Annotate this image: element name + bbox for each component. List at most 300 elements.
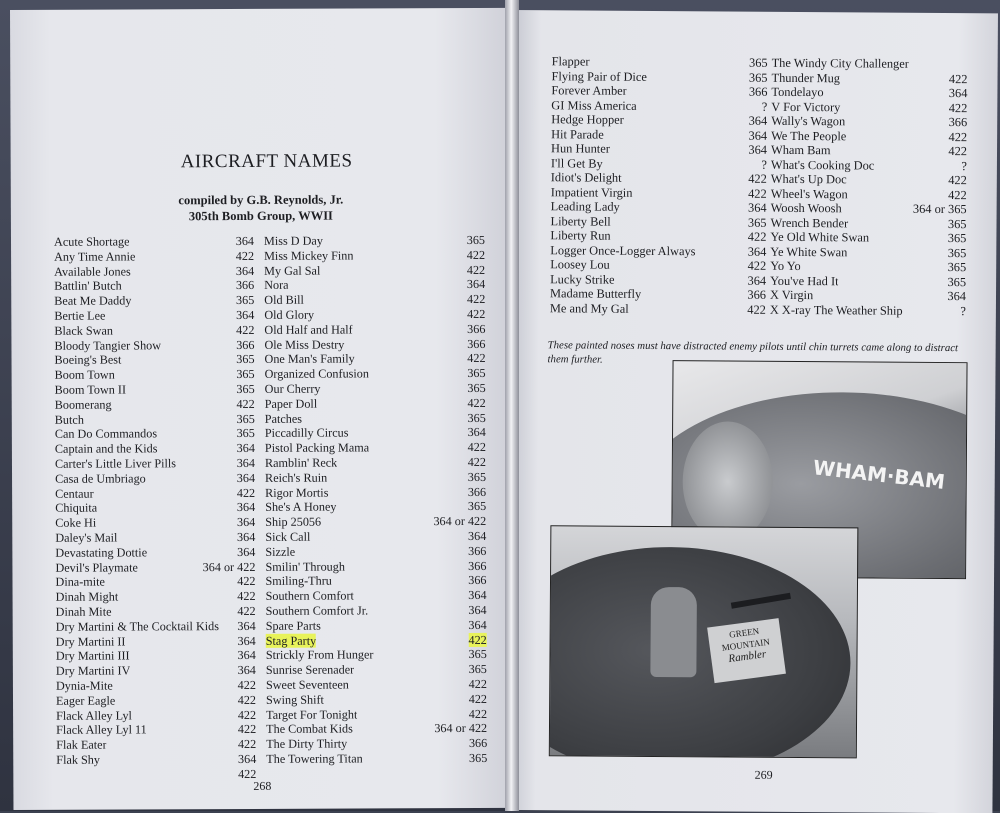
- squadron-number: 364: [237, 633, 255, 648]
- squadron-number: 365: [236, 411, 254, 426]
- squadron-number: 365: [467, 233, 485, 248]
- squadron-number: 366: [236, 278, 254, 293]
- squadron-number: 422: [468, 455, 486, 470]
- aircraft-name: The Windy City Challenger: [772, 56, 909, 71]
- aircraft-name: Boom Town: [55, 368, 115, 383]
- photo-caption: These painted noses must have distracted enemy pilots until chin turrets came along to distract them further.: [548, 338, 968, 369]
- aircraft-entry: [552, 54, 768, 70]
- aircraft-entry: [55, 411, 255, 427]
- squadron-number: 422: [238, 678, 256, 693]
- aircraft-entry: [55, 530, 255, 546]
- squadron-number: 364: [238, 663, 256, 678]
- aircraft-entry: [54, 264, 254, 280]
- squadron-number: 422: [748, 259, 767, 274]
- squadron-number: 422: [948, 130, 967, 145]
- squadron-number: 366: [468, 484, 486, 499]
- aircraft-name: Sweet Seventeen: [266, 677, 349, 692]
- aircraft-entry: [55, 426, 255, 442]
- squadron-number: 364 or 422: [203, 559, 256, 574]
- squadron-number: 364: [468, 618, 486, 633]
- squadron-number: 422: [469, 677, 487, 692]
- page-number-left: 268: [253, 779, 271, 794]
- aircraft-entry: [771, 114, 967, 130]
- squadron-number: 365: [948, 246, 967, 261]
- aircraft-name: Flying Pair of Dice: [551, 69, 646, 84]
- rambler-nose-photo: [549, 525, 859, 758]
- aircraft-name: Spare Parts: [266, 618, 321, 633]
- aircraft-entry: [771, 70, 967, 86]
- aircraft-name: Idiot's Delight: [551, 170, 622, 185]
- aircraft-name: She's A Honey: [265, 500, 336, 515]
- aircraft-entry: [771, 186, 967, 202]
- aircraft-entry: [264, 263, 485, 279]
- sign-text-rambler: Rambler: [711, 646, 784, 667]
- aircraft-entry: [551, 185, 767, 201]
- aircraft-name: Acute Shortage: [54, 234, 130, 249]
- squadron-number: 364: [236, 264, 254, 279]
- squadron-number: 365: [748, 215, 767, 230]
- squadron-number: 365: [948, 217, 967, 232]
- nose-art-text: WHAM·BAM: [812, 455, 946, 494]
- squadron-number: 364: [748, 143, 767, 158]
- aircraft-name: Miss D Day: [264, 234, 323, 249]
- aircraft-name: Dry Martini II: [56, 634, 126, 649]
- aircraft-entry: [771, 85, 967, 101]
- aircraft-name: Our Cherry: [265, 382, 321, 397]
- aircraft-name: Pistol Packing Mama: [265, 441, 369, 456]
- squadron-number: 366: [467, 337, 485, 352]
- squadron-number: 422: [237, 485, 255, 500]
- aircraft-entry: [55, 574, 255, 590]
- aircraft-entry: [265, 499, 486, 515]
- squadron-number: 364: [468, 529, 486, 544]
- aircraft-entry: [266, 706, 487, 722]
- squadron-number: 364: [748, 201, 767, 216]
- squadron-number: ?: [761, 157, 767, 172]
- squadron-number: 364: [747, 273, 766, 288]
- aircraft-name: Centaur: [55, 486, 94, 501]
- aircraft-entry: [54, 323, 254, 339]
- nose-glazing: [682, 421, 773, 542]
- squadron-number: 422: [467, 396, 485, 411]
- squadron-number: 365: [236, 352, 254, 367]
- aircraft-name: Dry Martini IV: [56, 664, 131, 679]
- aircraft-name: Strickly From Hunger: [266, 648, 374, 663]
- squadron-number: 422: [467, 307, 485, 322]
- aircraft-name: Coke Hi: [55, 516, 96, 531]
- aircraft-entry: [265, 529, 486, 545]
- squadron-number: 364 or 422: [433, 514, 486, 529]
- aircraft-entry: [771, 99, 967, 115]
- aircraft-name: What's Up Doc: [771, 172, 847, 187]
- aircraft-entry: [550, 257, 766, 273]
- aircraft-name: Wally's Wagon: [771, 114, 845, 129]
- aircraft-entry: [56, 678, 256, 694]
- aircraft-name: My Gal Sal: [264, 263, 320, 278]
- squadron-number: 365: [467, 410, 485, 425]
- squadron-number: 422: [469, 706, 487, 721]
- squadron-number: 366: [747, 288, 766, 303]
- aircraft-entry: [54, 338, 254, 354]
- aircraft-entry: [550, 301, 766, 317]
- aircraft-entry: [55, 545, 255, 561]
- aircraft-entry: [264, 307, 485, 323]
- aircraft-entry: [770, 302, 966, 318]
- hillbilly-figure: [650, 587, 697, 677]
- aircraft-name: You've Had It: [770, 273, 839, 288]
- squadron-number: 365: [469, 647, 487, 662]
- aircraft-name: Devastating Dottie: [55, 545, 147, 560]
- aircraft-entry: [550, 214, 766, 230]
- aircraft-entry: [771, 157, 967, 173]
- squadron-number: 364: [238, 752, 256, 767]
- aircraft-entry: [265, 544, 486, 560]
- aircraft-entry: [54, 293, 254, 309]
- squadron-number: 364: [237, 441, 255, 456]
- aircraft-name: Loosey Lou: [550, 257, 610, 272]
- squadron-number: 365: [948, 231, 967, 246]
- aircraft-name: Butch: [55, 412, 84, 427]
- squadron-number: 364: [237, 500, 255, 515]
- squadron-number: 365: [947, 275, 966, 290]
- page-number-right: 269: [755, 768, 773, 783]
- squadron-number: 422: [469, 692, 487, 707]
- squadron-number: 364: [237, 515, 255, 530]
- aircraft-entry: [266, 736, 487, 752]
- aircraft-entry: [551, 199, 767, 215]
- squadron-number: 366: [949, 115, 968, 130]
- aircraft-entry: [264, 322, 485, 338]
- names-column-right-b: [770, 56, 968, 318]
- squadron-number: 364: [748, 244, 767, 259]
- aircraft-name: Piccadilly Circus: [265, 426, 349, 441]
- aircraft-name: Dry Martini & The Cocktail Kids: [56, 619, 219, 635]
- book-gutter: [505, 0, 519, 811]
- sign-text-green: GREEN: [708, 622, 781, 643]
- aircraft-entry: [265, 455, 486, 471]
- aircraft-name: Old Bill: [264, 293, 304, 308]
- squadron-number: 364: [468, 425, 486, 440]
- aircraft-name: Lucky Strike: [550, 272, 614, 287]
- squadron-number: 364: [237, 545, 255, 560]
- aircraft-entry: [551, 98, 767, 114]
- aircraft-entry: [770, 259, 966, 275]
- squadron-number: 365: [468, 470, 486, 485]
- squadron-number: 422: [748, 172, 767, 187]
- aircraft-entry: [550, 243, 766, 259]
- aircraft-name: Boeing's Best: [54, 353, 121, 368]
- aircraft-name: I'll Get By: [551, 156, 603, 171]
- aircraft-entry: [772, 56, 968, 72]
- aircraft-name: Woosh Woosh: [771, 201, 842, 216]
- aircraft-entry: [264, 248, 485, 264]
- aircraft-entry: [56, 604, 256, 620]
- squadron-number: 364: [238, 648, 256, 663]
- squadron-number: ?: [762, 99, 768, 114]
- aircraft-name: Nora: [264, 278, 288, 293]
- aircraft-name: Boom Town II: [55, 382, 126, 397]
- squadron-number: 364: [949, 86, 968, 101]
- aircraft-name: Ship 25056: [265, 515, 321, 530]
- aircraft-entry: [56, 752, 256, 768]
- squadron-number: 364: [237, 530, 255, 545]
- aircraft-entry: [55, 441, 255, 457]
- aircraft-name: Flapper: [552, 54, 590, 69]
- aircraft-name: Captain and the Kids: [55, 442, 158, 457]
- squadron-number: 365: [236, 367, 254, 382]
- aircraft-entry: [56, 589, 256, 605]
- aircraft-entry: [770, 273, 966, 289]
- aircraft-name: Old Half and Half: [264, 322, 352, 337]
- aircraft-entry: [55, 382, 255, 398]
- aircraft-entry: [266, 751, 487, 767]
- squadron-number: 422: [467, 263, 485, 278]
- squadron-number: 422: [748, 230, 767, 245]
- aircraft-name: Wrench Bender: [770, 215, 848, 230]
- aircraft-entry: [54, 308, 254, 324]
- aircraft-entry: [265, 470, 486, 486]
- squadron-number: 365: [467, 366, 485, 381]
- squadron-number: 422: [236, 249, 254, 264]
- squadron-number: ?: [961, 159, 967, 174]
- aircraft-entry: [770, 244, 966, 260]
- aircraft-name: Stag Party: [266, 633, 317, 648]
- fuselage-shape: [549, 546, 851, 759]
- aircraft-entry: [770, 288, 966, 304]
- squadron-number: 364: [748, 128, 767, 143]
- squadron-number: 422: [238, 737, 256, 752]
- aircraft-entry: [551, 69, 767, 85]
- compiler-credit: [131, 191, 391, 224]
- aircraft-entry: [55, 559, 255, 575]
- aircraft-name: Ye Old White Swan: [770, 230, 869, 245]
- aircraft-name: Dinah Might: [56, 590, 119, 605]
- aircraft-entry: [551, 127, 767, 143]
- aircraft-entry: [265, 558, 486, 574]
- aircraft-entry: [264, 277, 485, 293]
- aircraft-entry: [54, 278, 254, 294]
- squadron-number: 365: [469, 751, 487, 766]
- page-title: AIRCRAFT NAMES: [181, 151, 353, 174]
- rambler-sign: [707, 618, 786, 683]
- squadron-number: 422: [467, 292, 485, 307]
- aircraft-name: Ye White Swan: [770, 244, 847, 259]
- squadron-number: 364 or 422: [434, 721, 487, 736]
- aircraft-entry: [266, 632, 487, 648]
- aircraft-entry: [771, 143, 967, 159]
- aircraft-entry: [550, 228, 766, 244]
- aircraft-entry: [771, 172, 967, 188]
- squadron-number: 422: [949, 72, 968, 87]
- squadron-number: 422: [236, 397, 254, 412]
- aircraft-entry: [55, 471, 255, 487]
- aircraft-entry: [55, 515, 255, 531]
- aircraft-entry: [266, 721, 487, 737]
- aircraft-entry: [56, 767, 256, 783]
- squadron-number: 422: [468, 440, 486, 455]
- aircraft-name: Can Do Commandos: [55, 427, 157, 442]
- aircraft-name: Flak Eater: [56, 738, 107, 753]
- aircraft-entry: [56, 737, 256, 753]
- squadron-number: 365: [469, 662, 487, 677]
- squadron-number: 422: [949, 101, 968, 116]
- aircraft-name: X X-ray The Weather Ship: [770, 302, 903, 317]
- squadron-number: 422: [467, 351, 485, 366]
- aircraft-entry: [55, 500, 255, 516]
- aircraft-name: Dry Martini III: [56, 649, 130, 664]
- squadron-number: 422: [748, 186, 767, 201]
- aircraft-entry: [551, 83, 767, 99]
- aircraft-name: Rigor Mortis: [265, 485, 328, 500]
- aircraft-name: Swing Shift: [266, 692, 324, 707]
- aircraft-name: Flack Alley Lyl 11: [56, 723, 147, 738]
- aircraft-name: Thunder Mug: [771, 70, 840, 85]
- aircraft-entry: [551, 112, 767, 128]
- aircraft-entry: [265, 396, 486, 412]
- aircraft-name: GI Miss America: [551, 98, 636, 113]
- aircraft-entry: [264, 351, 485, 367]
- aircraft-entry: [55, 367, 255, 383]
- squadron-number: 422: [468, 632, 486, 647]
- aircraft-name: Available Jones: [54, 264, 131, 279]
- aircraft-name: Old Glory: [264, 308, 314, 323]
- aircraft-name: Bertie Lee: [54, 309, 105, 324]
- aircraft-name: Miss Mickey Finn: [264, 248, 353, 263]
- aircraft-name: Bloody Tangier Show: [54, 338, 161, 353]
- squadron-number: 365: [236, 382, 254, 397]
- aircraft-entry: [54, 249, 254, 265]
- names-column-left-b: [264, 233, 487, 767]
- aircraft-name: V For Victory: [771, 99, 840, 114]
- aircraft-name: We The People: [771, 128, 846, 143]
- aircraft-entry: [56, 663, 256, 679]
- aircraft-name: Patches: [265, 411, 302, 426]
- aircraft-name: Ramblin' Reck: [265, 456, 337, 471]
- aircraft-name: Paper Doll: [265, 396, 318, 411]
- aircraft-entry: [771, 128, 967, 144]
- names-column-left-a: [54, 234, 256, 782]
- aircraft-name: Me and My Gal: [550, 301, 629, 316]
- aircraft-name: X Virgin: [770, 288, 813, 303]
- squadron-number: 364: [947, 289, 966, 304]
- aircraft-name: Sizzle: [265, 544, 295, 559]
- aircraft-name: Organized Confusion: [265, 367, 369, 382]
- aircraft-name: Yo Yo: [770, 259, 801, 274]
- squadron-number: 422: [467, 248, 485, 263]
- aircraft-entry: [550, 286, 766, 302]
- aircraft-name: The Towering Titan: [266, 751, 362, 766]
- squadron-number: 366: [468, 573, 486, 588]
- aircraft-name: Ole Miss Destry: [264, 337, 344, 352]
- aircraft-name: Eager Eagle: [56, 693, 115, 708]
- squadron-number: 366: [467, 322, 485, 337]
- aircraft-name: Boomerang: [55, 397, 112, 412]
- squadron-number: 422: [747, 302, 766, 317]
- aircraft-entry: [266, 603, 487, 619]
- aircraft-name: The Dirty Thirty: [266, 737, 347, 752]
- squadron-number: 364: [236, 308, 254, 323]
- aircraft-entry: [55, 456, 255, 472]
- squadron-number: 365: [749, 56, 768, 71]
- aircraft-name: The Combat Kids: [266, 722, 353, 737]
- aircraft-entry: [264, 292, 485, 308]
- squadron-number: ?: [960, 304, 966, 319]
- aircraft-entry: [54, 352, 254, 368]
- squadron-number: 366: [749, 85, 768, 100]
- aircraft-name: One Man's Family: [264, 352, 354, 367]
- aircraft-entry: [56, 693, 256, 709]
- squadron-number: 364: [749, 114, 768, 129]
- aircraft-name: Battlin' Butch: [54, 279, 122, 294]
- squadron-number: 366: [468, 558, 486, 573]
- compiled-by: compiled by G.B. Reynolds, Jr.: [131, 191, 391, 208]
- squadron-number: 422: [237, 574, 255, 589]
- aircraft-name: Dina-mite: [55, 575, 104, 590]
- aircraft-entry: [265, 484, 486, 500]
- squadron-number: 422: [238, 722, 256, 737]
- aircraft-entry: [265, 381, 486, 397]
- squadron-number: 364: [237, 471, 255, 486]
- aircraft-entry: [265, 410, 486, 426]
- aircraft-name: Dynia-Mite: [56, 678, 113, 693]
- aircraft-entry: [551, 156, 767, 172]
- aircraft-entry: [265, 366, 486, 382]
- squadron-number: 365: [236, 293, 254, 308]
- squadron-number: 422: [237, 589, 255, 604]
- aircraft-entry: [266, 647, 487, 663]
- aircraft-name: Smilin' Through: [265, 559, 345, 574]
- aircraft-entry: [771, 201, 967, 217]
- aircraft-entry: [266, 677, 487, 693]
- squadron-number: 422: [237, 604, 255, 619]
- squadron-number: 365: [467, 381, 485, 396]
- squadron-number: 422: [238, 707, 256, 722]
- squadron-number: 364: [237, 456, 255, 471]
- squadron-number: 422: [238, 767, 256, 782]
- aircraft-entry: [551, 170, 767, 186]
- aircraft-name: Liberty Run: [550, 228, 610, 243]
- aircraft-entry: [264, 233, 485, 249]
- aircraft-entry: [264, 337, 485, 353]
- aircraft-name: Southern Comfort: [266, 589, 354, 604]
- squadron-number: 365: [948, 260, 967, 275]
- aircraft-name: Hun Hunter: [551, 141, 610, 156]
- right-page: [506, 10, 998, 813]
- aircraft-name: Casa de Umbriago: [55, 471, 146, 486]
- squadron-number: 366: [236, 338, 254, 353]
- aircraft-entry: [265, 425, 486, 441]
- aircraft-name: Carter's Little Liver Pills: [55, 456, 176, 471]
- aircraft-name: Logger Once-Logger Always: [550, 243, 695, 259]
- squadron-number: 366: [469, 736, 487, 751]
- aircraft-entry: [770, 215, 966, 231]
- aircraft-name: Daley's Mail: [55, 530, 117, 545]
- aircraft-name: Target For Tonight: [266, 707, 357, 722]
- bomb-group: 305th Bomb Group, WWII: [131, 207, 391, 224]
- aircraft-entry: [266, 588, 487, 604]
- aircraft-entry: [550, 272, 766, 288]
- squadron-number: 422: [948, 144, 967, 159]
- aircraft-entry: [55, 485, 255, 501]
- squadron-number: 365: [237, 426, 255, 441]
- squadron-number: 366: [468, 544, 486, 559]
- aircraft-name: Southern Comfort Jr.: [266, 603, 369, 618]
- aircraft-name: Devil's Playmate: [55, 560, 137, 575]
- squadron-number: 365: [749, 70, 768, 85]
- aircraft-name: Hedge Hopper: [551, 112, 624, 127]
- sign-text-mountain: MOUNTAIN: [709, 634, 782, 655]
- aircraft-name: Tondelayo: [771, 85, 823, 100]
